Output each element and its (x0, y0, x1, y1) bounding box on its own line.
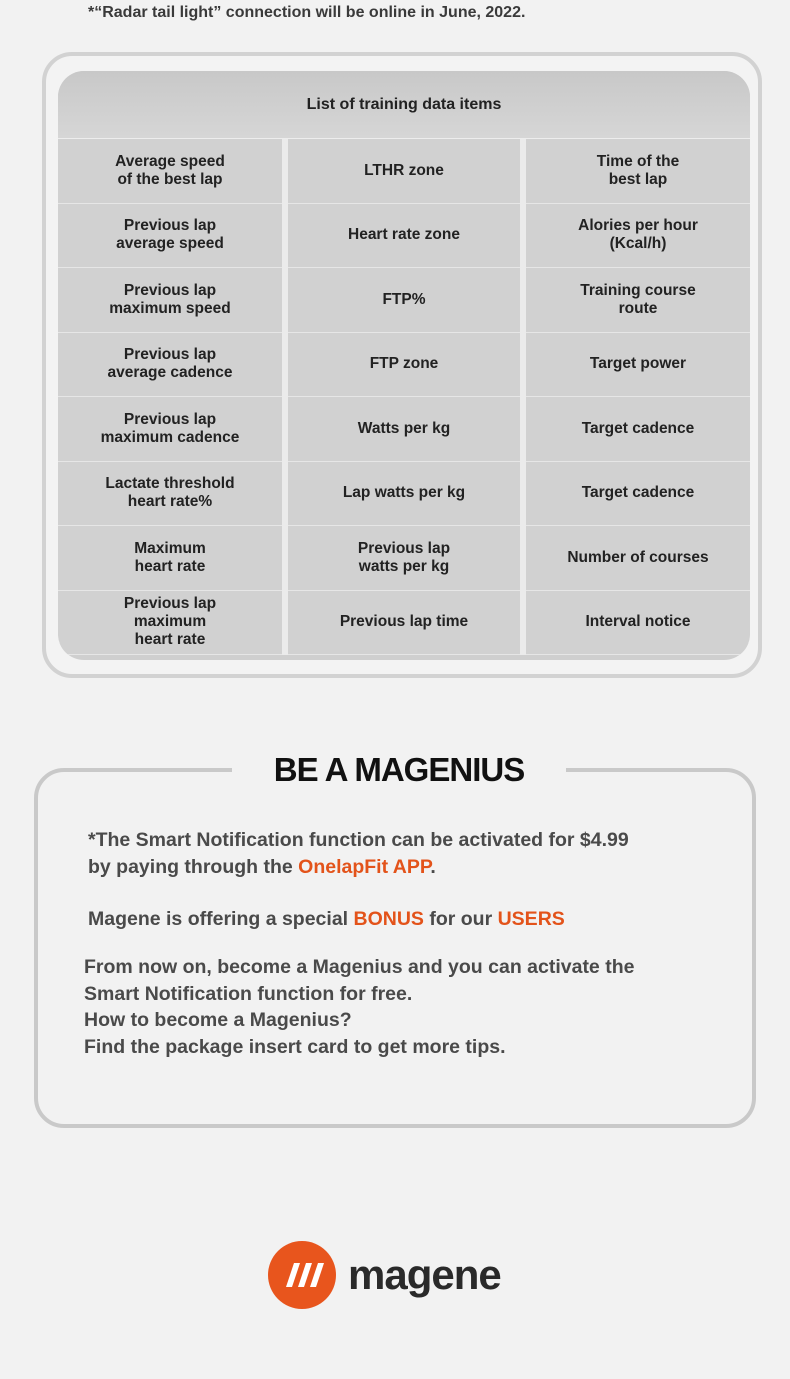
table-cell: Interval notice (526, 591, 750, 656)
onelapfit-app-link: OnelapFit APP (298, 855, 431, 878)
table-cell: Previous lap average cadence (58, 333, 282, 398)
magenius-line-4: Find the package insert card to get more tips. (84, 1035, 506, 1058)
table-cell: FTP zone (288, 333, 520, 398)
table-cell: Target cadence (526, 462, 750, 527)
magenius-title: BE A MAGENIUS (232, 748, 566, 792)
bonus-word: BONUS (353, 908, 424, 930)
magenius-line-1: From now on, become a Magenius and you can activate the (84, 956, 635, 978)
users-word: USERS (497, 908, 565, 930)
table-cell: Previous lap time (288, 591, 520, 656)
magenius-paragraph (84, 954, 634, 1060)
table-cell: Previous lap maximum heart rate (58, 591, 282, 656)
table-grid (58, 139, 750, 655)
magenius-line-3: How to become a Magenius? (84, 1009, 352, 1031)
table-cell: Target cadence (526, 397, 750, 462)
table-cell: Training course route (526, 268, 750, 333)
table-cell: FTP% (288, 268, 520, 333)
magenius-frame (34, 768, 756, 1128)
table-cell: Average speed of the best lap (58, 139, 282, 204)
table-cell: Lap watts per kg (288, 462, 520, 527)
table-cell: Number of courses (526, 526, 750, 591)
table-cell: Time of the best lap (526, 139, 750, 204)
smart-notification-paragraph (88, 827, 629, 880)
table-cell: Previous lap watts per kg (288, 526, 520, 591)
table-cell: Previous lap average speed (58, 204, 282, 269)
smart-notification-line-1: *The Smart Notification function can be activated for $4.99 (88, 829, 629, 851)
table-cell: Lactate threshold heart rate% (58, 462, 282, 527)
smart-notification-line-2: by paying through the OnelapFit APP. (88, 855, 436, 878)
table-cell: LTHR zone (288, 139, 520, 204)
table-cell: Maximum heart rate (58, 526, 282, 591)
table-cell: Heart rate zone (288, 204, 520, 269)
radar-note: *“Radar tail light” connection will be online in June, 2022. (88, 4, 526, 21)
table-cell: Previous lap maximum cadence (58, 397, 282, 462)
training-data-table (58, 71, 750, 660)
magenius-line-2: Smart Notification function for free. (84, 982, 413, 1005)
bonus-paragraph: Magene is offering a special BONUS for our USERS (88, 908, 565, 930)
magene-logo-text: magene (348, 1251, 501, 1298)
table-header: List of training data items (58, 71, 750, 139)
magene-logo-icon (268, 1241, 336, 1309)
table-cell: Watts per kg (288, 397, 520, 462)
magene-logo (268, 1240, 538, 1310)
table-cell: Alories per hour (Kcal/h) (526, 204, 750, 269)
table-cell: Previous lap maximum speed (58, 268, 282, 333)
table-cell: Target power (526, 333, 750, 398)
